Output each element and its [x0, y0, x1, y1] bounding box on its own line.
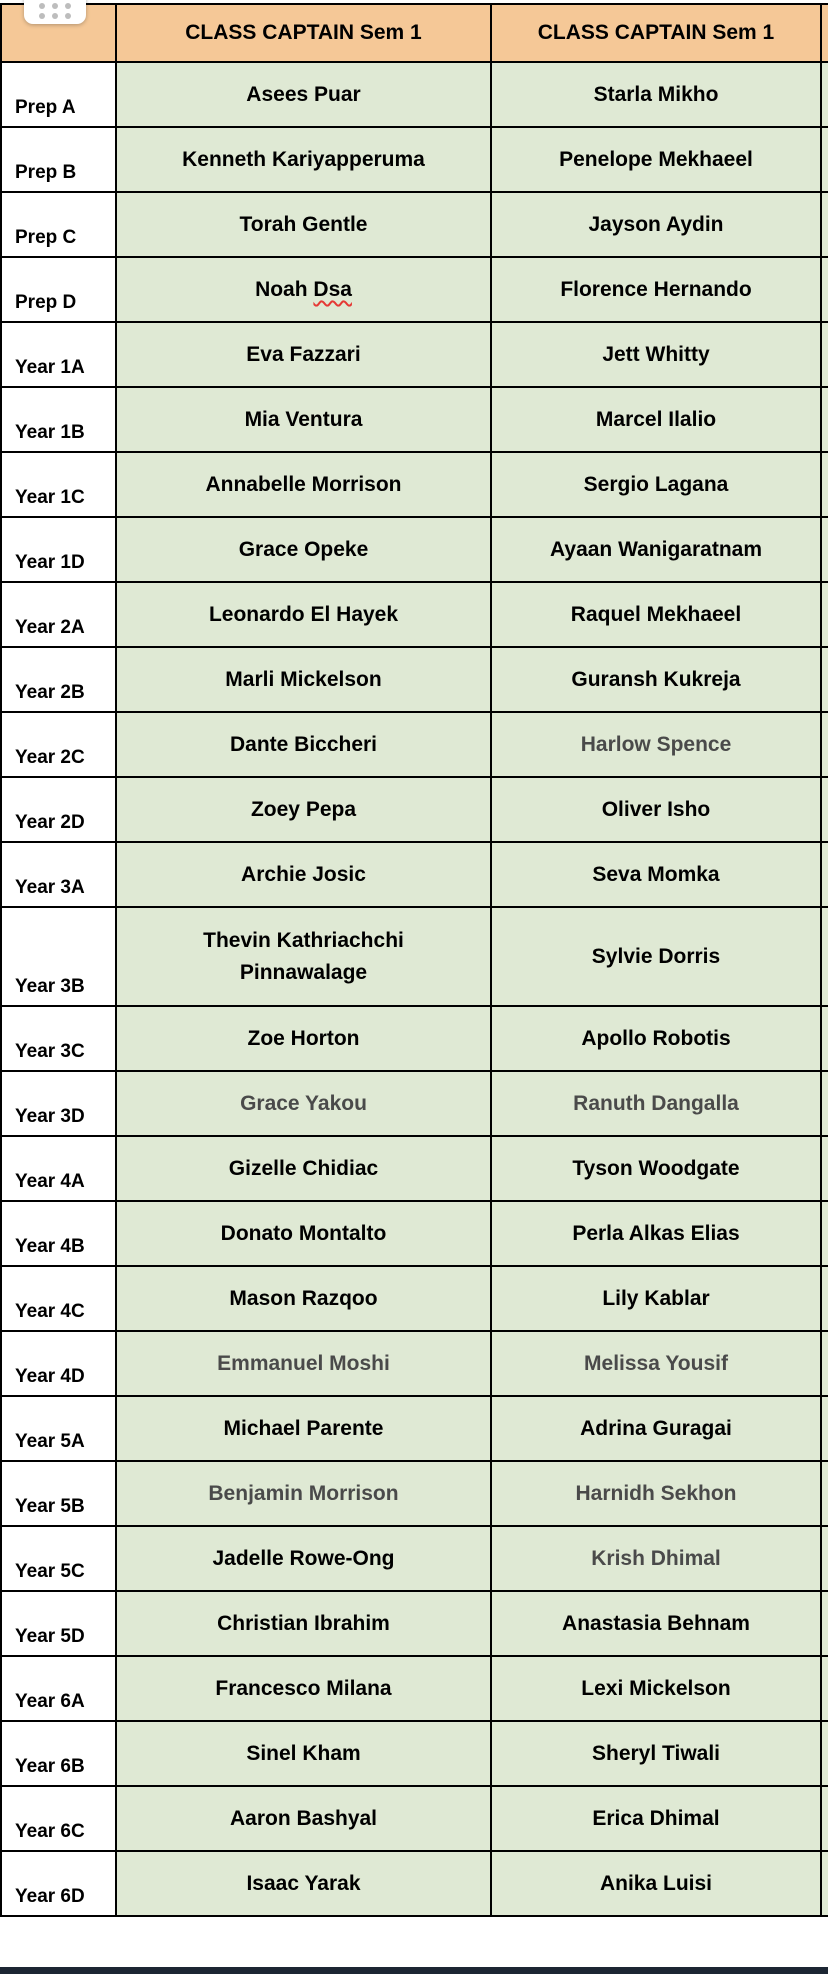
captain-name: Seva Momka: [592, 862, 720, 886]
captain-cell-sem1-right[interactable]: [491, 1006, 821, 1071]
table-row-year-3a: [1, 842, 828, 907]
row-label-cell[interactable]: Year 5B: [1, 1461, 116, 1526]
bottom-edge-bar: [0, 1967, 828, 1974]
captain-name: Aaron Bashyal: [229, 1806, 378, 1830]
captain-cell-sem1-left[interactable]: [116, 1721, 491, 1786]
captain-cell-sem1-left[interactable]: [116, 1526, 491, 1591]
table-row-year-5d: [1, 1591, 828, 1656]
captain-name: Mason Razqoo: [229, 1286, 378, 1310]
captain-cell-sem1-right[interactable]: [491, 1136, 821, 1201]
captain-cell-sem1-right[interactable]: [491, 1656, 821, 1721]
captain-name: Perla Alkas Elias: [572, 1221, 740, 1245]
captain-cell-sem1-left[interactable]: [116, 517, 491, 582]
captain-cell-sem1-left[interactable]: [116, 192, 491, 257]
captain-cell-sem1-right[interactable]: [491, 1461, 821, 1526]
captain-name: Mia Ventura: [244, 407, 363, 431]
table-row-year-3c: [1, 1006, 828, 1071]
captain-cell-sem1-right[interactable]: [491, 257, 821, 322]
cutoff-sliver-cell: [821, 1006, 828, 1071]
captain-cell-sem1-right[interactable]: [491, 1331, 821, 1396]
table-row-year-1a: [1, 322, 828, 387]
captain-name: Grace Opeke: [238, 537, 369, 561]
cutoff-sliver-cell: [821, 1786, 828, 1851]
captain-cell-sem1-left[interactable]: [116, 647, 491, 712]
captain-name: Apollo Robotis: [581, 1026, 731, 1050]
cutoff-sliver-cell: [821, 582, 828, 647]
row-label-cell[interactable]: Year 1C: [1, 452, 116, 517]
row-label-cell[interactable]: Year 3D: [1, 1071, 116, 1136]
cutoff-sliver-cell: [821, 907, 828, 1006]
cutoff-sliver-cell: [821, 1396, 828, 1461]
captain-name: Thevin Kathriachchi Pinnawalage: [203, 929, 404, 984]
row-label-cell[interactable]: Year 6A: [1, 1656, 116, 1721]
row-label-cell[interactable]: Prep C: [1, 192, 116, 257]
captain-name: Anika Luisi: [599, 1871, 713, 1895]
table-row-year-6d: [1, 1851, 828, 1916]
captain-cell-sem1-right[interactable]: [491, 322, 821, 387]
captain-name: Torah Gentle: [239, 212, 368, 236]
row-label-cell[interactable]: Year 2B: [1, 647, 116, 712]
row-label-cell[interactable]: Year 1D: [1, 517, 116, 582]
row-label-cell[interactable]: Year 4A: [1, 1136, 116, 1201]
captain-cell-sem1-right[interactable]: [491, 842, 821, 907]
captain-cell-sem1-right[interactable]: [491, 127, 821, 192]
class-captains-table: [0, 3, 828, 1917]
table-row-year-4a: [1, 1136, 828, 1201]
cutoff-sliver-cell: [821, 62, 828, 127]
table-drag-handle[interactable]: [24, 0, 86, 24]
captain-cell-sem1-left[interactable]: [116, 452, 491, 517]
captain-cell-sem1-right[interactable]: [491, 1851, 821, 1916]
row-label-cell[interactable]: Year 2C: [1, 712, 116, 777]
row-label-cell[interactable]: Year 3B: [1, 907, 116, 1006]
captain-name: Oliver Isho: [601, 797, 711, 821]
captain-name: Donato Montalto: [220, 1221, 387, 1245]
captain-name: Asees Puar: [246, 82, 361, 106]
table-row-year-4b: [1, 1201, 828, 1266]
captain-cell-sem1-left[interactable]: [116, 1396, 491, 1461]
captain-name: Erica Dhimal: [592, 1806, 720, 1830]
table-row-year-1d: [1, 517, 828, 582]
cutoff-sliver-cell: [821, 777, 828, 842]
cutoff-sliver-cell: [821, 1071, 828, 1136]
header-row: [1, 4, 828, 62]
captain-name: Dante Biccheri: [229, 732, 378, 756]
captain-name: Starla Mikho: [593, 82, 719, 106]
captain-cell-sem1-left[interactable]: [116, 127, 491, 192]
captain-cell-sem1-right[interactable]: [491, 1526, 821, 1591]
row-label-cell[interactable]: Year 4B: [1, 1201, 116, 1266]
captain-cell-sem1-right[interactable]: [491, 62, 821, 127]
captain-cell-sem1-right[interactable]: [491, 452, 821, 517]
table-row-year-2d: [1, 777, 828, 842]
cutoff-sliver-cell: [821, 192, 828, 257]
captain-name: Christian Ibrahim: [217, 1611, 390, 1635]
captain-name: Grace Yakou: [240, 1091, 367, 1115]
captain-name: Sylvie Dorris: [591, 944, 721, 968]
captain-name: Kenneth Kariyapperuma: [182, 147, 425, 171]
header-sliver-cell: [821, 4, 828, 62]
misspelled-word: Dsa: [313, 277, 352, 301]
captain-cell-sem1-right[interactable]: [491, 1721, 821, 1786]
captain-name: Isaac Yarak: [246, 1871, 361, 1895]
drag-handle-dots-icon: [39, 3, 71, 19]
table-row-year-6b: [1, 1721, 828, 1786]
captain-name: Adrina Guragai: [580, 1416, 732, 1440]
captain-cell-sem1-right[interactable]: [491, 712, 821, 777]
captain-name: Zoey Pepa: [250, 797, 357, 821]
cutoff-sliver-cell: [821, 647, 828, 712]
captain-cell-sem1-left[interactable]: [116, 1331, 491, 1396]
row-label-cell[interactable]: Year 5A: [1, 1396, 116, 1461]
row-label-cell[interactable]: Year 6D: [1, 1851, 116, 1916]
cutoff-sliver-cell: [821, 1721, 828, 1786]
captain-name: Sergio Lagana: [583, 472, 729, 496]
captain-cell-sem1-left[interactable]: [116, 1591, 491, 1656]
captain-cell-sem1-left[interactable]: [116, 1006, 491, 1071]
captain-cell-sem1-left[interactable]: [116, 387, 491, 452]
captain-cell-sem1-left[interactable]: [116, 1851, 491, 1916]
table-row-prep-b: [1, 127, 828, 192]
captain-name: Leonardo El Hayek: [208, 602, 399, 626]
captain-cell-sem1-right[interactable]: [491, 192, 821, 257]
row-label-cell[interactable]: Year 2D: [1, 777, 116, 842]
captain-cell-sem1-right[interactable]: [491, 1266, 821, 1331]
captain-name: Francesco Milana: [215, 1676, 392, 1700]
captain-name: Harlow Spence: [580, 732, 732, 756]
captain-cell-sem1-right[interactable]: [491, 1396, 821, 1461]
captain-name: Lily Kablar: [602, 1286, 710, 1310]
captain-name: Marli Mickelson: [225, 667, 382, 691]
table-row-year-6c: [1, 1786, 828, 1851]
captain-name: Krish Dhimal: [591, 1546, 721, 1570]
captain-cell-sem1-left[interactable]: [116, 1136, 491, 1201]
cutoff-sliver-cell: [821, 1201, 828, 1266]
cutoff-sliver-cell: [821, 1526, 828, 1591]
captain-name: Eva Fazzari: [246, 342, 361, 366]
captain-cell-sem1-right[interactable]: [491, 907, 821, 1006]
captain-name: Zoe Horton: [247, 1026, 360, 1050]
cutoff-sliver-cell: [821, 387, 828, 452]
row-label-cell[interactable]: Year 3C: [1, 1006, 116, 1071]
table-body: [1, 4, 828, 1916]
table-row-prep-a: [1, 62, 828, 127]
cutoff-sliver-cell: [821, 1136, 828, 1201]
captain-cell-sem1-left[interactable]: [116, 1786, 491, 1851]
row-label-cell[interactable]: Year 6C: [1, 1786, 116, 1851]
cutoff-sliver-cell: [821, 1591, 828, 1656]
captain-cell-sem1-right[interactable]: [491, 387, 821, 452]
captain-name: Anastasia Behnam: [562, 1611, 750, 1635]
row-label-cell[interactable]: Year 1A: [1, 322, 116, 387]
cutoff-sliver-cell: [821, 322, 828, 387]
captain-cell-sem1-left[interactable]: [116, 777, 491, 842]
captain-cell-sem1-right[interactable]: [491, 582, 821, 647]
row-label-cell[interactable]: Year 4C: [1, 1266, 116, 1331]
captain-name: Jett Whitty: [602, 342, 710, 366]
captain-cell-sem1-left[interactable]: [116, 322, 491, 387]
captain-name: Annabelle Morrison: [205, 472, 402, 496]
cutoff-sliver-cell: [821, 712, 828, 777]
table-row-year-1b: [1, 387, 828, 452]
captain-name: Benjamin Morrison: [208, 1481, 399, 1505]
table-row-year-5b: [1, 1461, 828, 1526]
table-row-year-1c: [1, 452, 828, 517]
cutoff-sliver-cell: [821, 517, 828, 582]
captain-name: Jayson Aydin: [588, 212, 724, 236]
row-label-cell[interactable]: Year 6B: [1, 1721, 116, 1786]
captain-cell-sem1-right[interactable]: [491, 517, 821, 582]
table-row-year-3d: [1, 1071, 828, 1136]
captain-name: Lexi Mickelson: [581, 1676, 731, 1700]
captain-cell-sem1-left[interactable]: [116, 712, 491, 777]
captain-cell-sem1-left[interactable]: [116, 1201, 491, 1266]
captain-cell-sem1-left[interactable]: [116, 907, 491, 1006]
captain-name: Noah Dsa: [255, 277, 352, 301]
cutoff-sliver-cell: [821, 1331, 828, 1396]
table-row-prep-c: [1, 192, 828, 257]
table-row-year-4d: [1, 1331, 828, 1396]
cutoff-sliver-cell: [821, 1461, 828, 1526]
table-row-year-5a: [1, 1396, 828, 1461]
table-row-year-3b: [1, 907, 828, 1006]
row-label-cell[interactable]: Year 4D: [1, 1331, 116, 1396]
captain-name: Archie Josic: [241, 862, 366, 886]
cutoff-sliver-cell: [821, 1266, 828, 1331]
cutoff-sliver-cell: [821, 1656, 828, 1721]
header-cell-class-captain-left[interactable]: CLASS CAPTAIN Sem 1: [116, 4, 491, 62]
captain-name: Guransh Kukreja: [571, 667, 741, 691]
captain-cell-sem1-right[interactable]: [491, 1786, 821, 1851]
row-label-cell[interactable]: Prep D: [1, 257, 116, 322]
captain-name: Raquel Mekhaeel: [570, 602, 742, 626]
captain-cell-sem1-left[interactable]: [116, 1461, 491, 1526]
captain-cell-sem1-right[interactable]: [491, 647, 821, 712]
captain-name: Emmanuel Moshi: [217, 1351, 390, 1375]
captain-cell-sem1-left[interactable]: [116, 62, 491, 127]
table-row-year-4c: [1, 1266, 828, 1331]
row-label-cell[interactable]: Year 2A: [1, 582, 116, 647]
cutoff-sliver-cell: [821, 842, 828, 907]
captain-name: Florence Hernando: [560, 277, 752, 301]
row-label-cell[interactable]: Year 1B: [1, 387, 116, 452]
captain-cell-sem1-left[interactable]: [116, 257, 491, 322]
captain-name: Marcel Ilalio: [595, 407, 717, 431]
captain-name: Melissa Yousif: [584, 1351, 728, 1375]
captain-cell-sem1-left[interactable]: [116, 842, 491, 907]
captain-name: Sinel Kham: [246, 1741, 361, 1765]
row-label-cell[interactable]: Prep A: [1, 62, 116, 127]
captain-cell-sem1-right[interactable]: [491, 1201, 821, 1266]
captain-name: Harnidh Sekhon: [575, 1481, 737, 1505]
captain-cell-sem1-left[interactable]: [116, 1266, 491, 1331]
row-label-cell[interactable]: Year 3A: [1, 842, 116, 907]
cutoff-sliver-cell: [821, 452, 828, 517]
cutoff-sliver-cell: [821, 257, 828, 322]
table-row-year-2c: [1, 712, 828, 777]
captain-name: Tyson Woodgate: [572, 1156, 740, 1180]
table-row-year-2b: [1, 647, 828, 712]
captain-name: Ayaan Wanigaratnam: [550, 537, 762, 561]
row-label-cell[interactable]: Prep B: [1, 127, 116, 192]
captain-cell-sem1-right[interactable]: [491, 777, 821, 842]
captain-name: Sheryl Tiwali: [592, 1741, 720, 1765]
captain-cell-sem1-left[interactable]: [116, 582, 491, 647]
captain-name: Gizelle Chidiac: [228, 1156, 379, 1180]
captain-name: Jadelle Rowe-Ong: [212, 1546, 395, 1570]
captain-cell-sem1-left[interactable]: [116, 1656, 491, 1721]
table-row-year-5c: [1, 1526, 828, 1591]
captain-name: Michael Parente: [223, 1416, 384, 1440]
captain-name: Ranuth Dangalla: [573, 1091, 739, 1115]
cutoff-sliver-cell: [821, 127, 828, 192]
captain-cell-sem1-right[interactable]: [491, 1071, 821, 1136]
captain-cell-sem1-left[interactable]: [116, 1071, 491, 1136]
row-label-cell[interactable]: Year 5C: [1, 1526, 116, 1591]
captain-cell-sem1-right[interactable]: [491, 1591, 821, 1656]
table-row-prep-d: [1, 257, 828, 322]
row-label-cell[interactable]: Year 5D: [1, 1591, 116, 1656]
cutoff-sliver-cell: [821, 1851, 828, 1916]
table-row-year-6a: [1, 1656, 828, 1721]
captain-name: Penelope Mekhaeel: [559, 147, 753, 171]
table-row-year-2a: [1, 582, 828, 647]
header-cell-class-captain-right[interactable]: CLASS CAPTAIN Sem 1: [491, 4, 821, 62]
